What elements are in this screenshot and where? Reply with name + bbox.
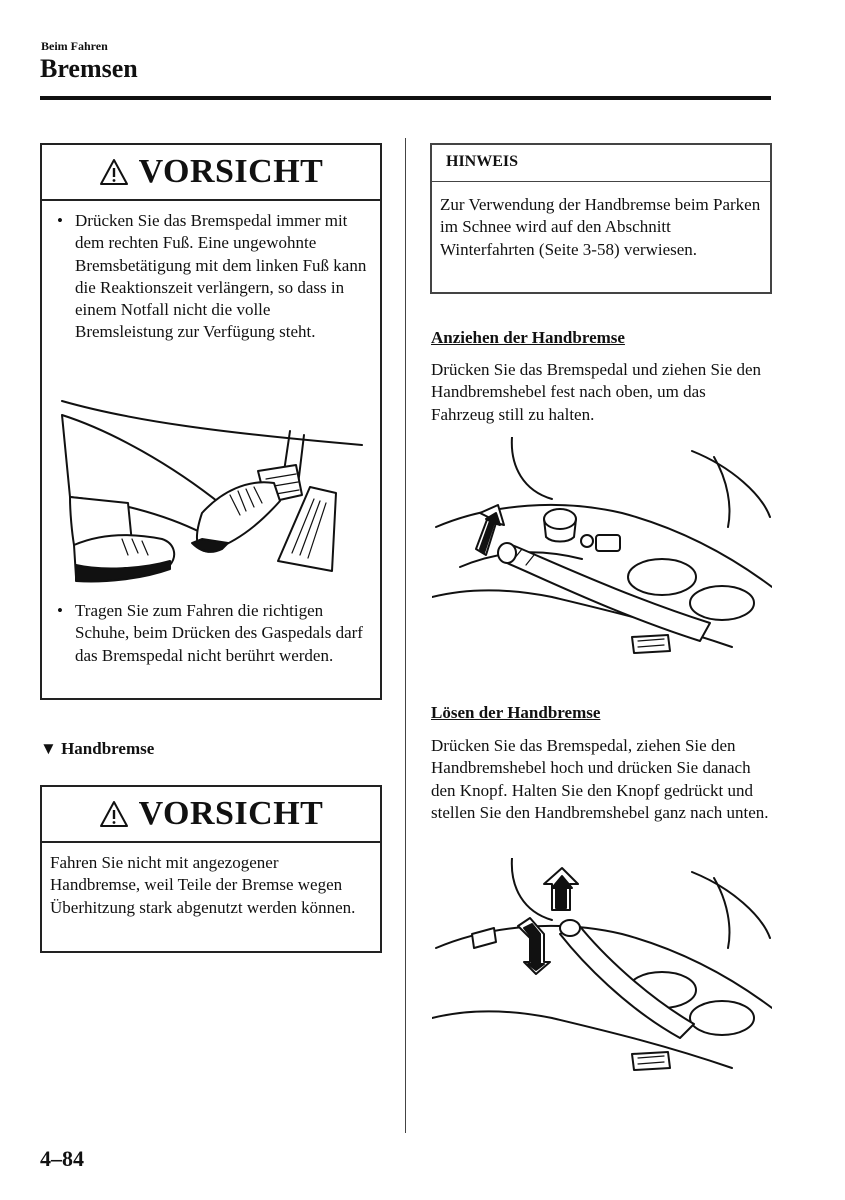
page-title: Bremsen [40,54,138,83]
caution-bullet-text: Tragen Sie zum Fahren die richtigen Schuhe, beim Drücken des Gaspedals darf das Bremspedal nicht berührt werden. [75,601,363,665]
caution-header [42,787,380,843]
bullet-dot: • [57,601,63,620]
bullet-dot: • [57,211,63,230]
caution-header [42,145,380,201]
hint-title: HINWEIS [432,145,770,182]
caution-text: Fahren Sie nicht mit angezogener Handbremse, weil Teile der Bremse wegen Überhitzung stark abgenutzt werden können. [50,853,356,917]
release-handbrake-illustration [432,858,772,1098]
section-marker-icon: ▼ [40,739,57,758]
section-heading-text: Handbremse [61,739,155,758]
column-divider [405,138,406,1133]
hint-text: Zur Verwendung der Handbremse beim Parken im Schnee wird auf den Abschnitt Winterfahrten (Seite 3-58) verwiesen. [440,195,761,259]
release-handbrake-heading: Lösen der Handbremse [431,703,601,722]
caution-bullet-item [57,600,375,667]
title-rule [40,96,771,100]
apply-handbrake-heading: Anziehen der Handbremse [431,328,625,347]
warning-triangle-icon [99,800,129,828]
page-number: 4–84 [40,1146,84,1171]
warning-triangle-icon [99,158,129,186]
release-handbrake-text: Drücken Sie das Bremspedal, ziehen Sie den Handbremshebel hoch und drücken Sie danach den Knopf. Halten Sie den Knopf gedrückt und stellen Sie den Handbremshebel ganz nach unten. [431,736,769,822]
caution-title: VORSICHT [138,795,324,832]
section-label: Beim Fahren [41,39,108,53]
hint-box [430,143,772,294]
apply-handbrake-illustration [432,437,772,682]
caution-title: VORSICHT [138,153,324,190]
caution-bullet-text: Drücken Sie das Bremspedal immer mit dem rechten Fuß. Eine ungewohnte Bremsbetätigung mit dem linken Fuß kann die Reaktionszeit verlängern, so dass in einem Notfall nicht die volle Bremsleistung zur Verfügung steht. [75,211,367,342]
pedal-foot-illustration [52,393,374,593]
caution-box-handbrake [40,785,382,953]
section-heading [40,739,154,759]
caution-bullet-item [57,210,367,344]
apply-handbrake-text: Drücken Sie das Bremspedal und ziehen Sie den Handbremshebel fest nach oben, um das Fahrzeug still zu halten. [431,360,761,424]
